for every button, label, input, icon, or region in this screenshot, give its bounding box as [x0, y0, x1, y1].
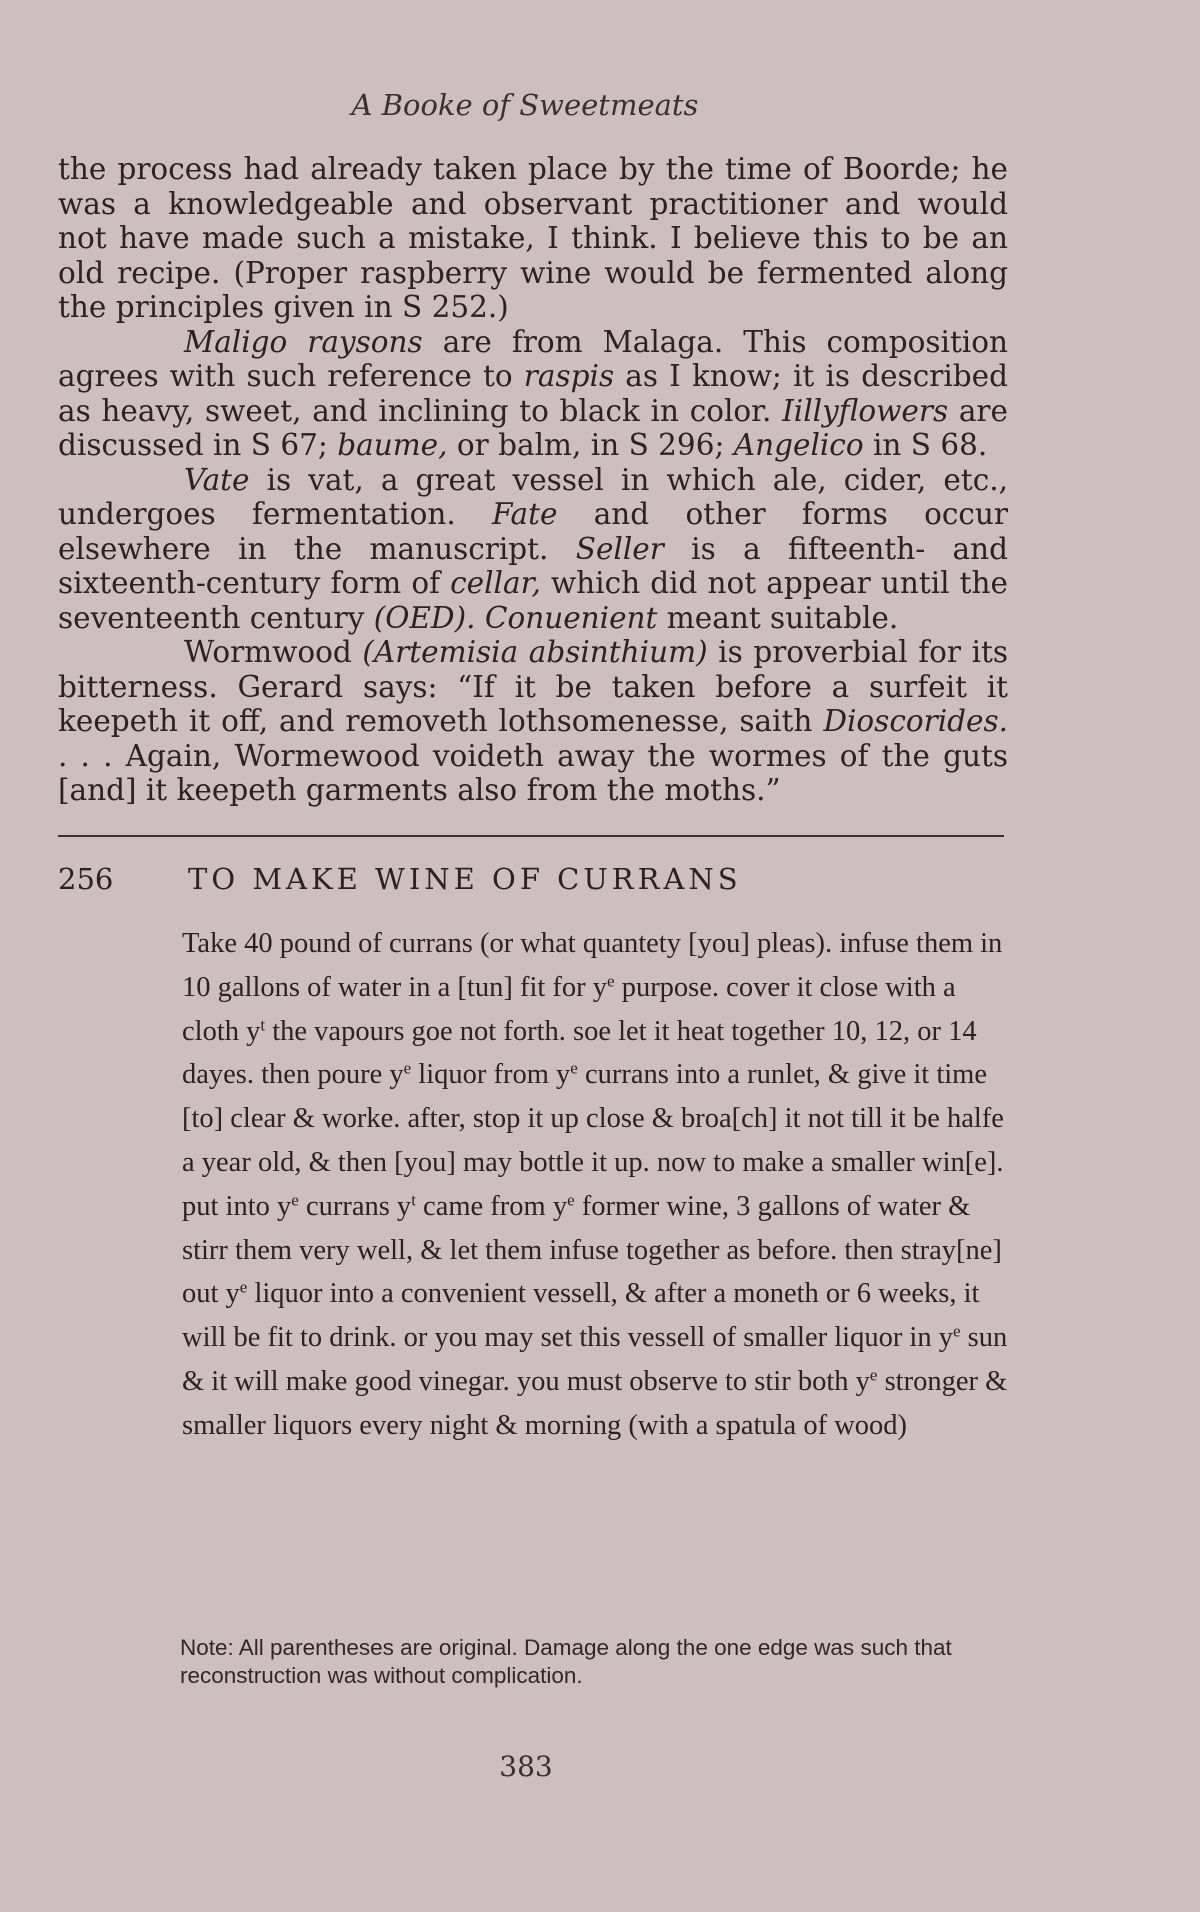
italic-term: baume, [337, 428, 448, 462]
italic-term: Maligo raysons [184, 324, 423, 359]
text-run: is vat, a great vessel in which ale, cider, etc., undergoes fermentation. [58, 462, 1008, 531]
superscript-letter: e [403, 1059, 412, 1079]
text-run: liquor into a convenient vessell, & after a moneth or 6 weeks, it will be fit to drink. or you may set this vessell of smaller liquor in y [182, 1278, 980, 1354]
section-divider [58, 835, 1004, 837]
italic-term: (OED). [373, 600, 476, 635]
italic-term: Seller [575, 531, 664, 566]
superscript-letter: e [952, 1321, 961, 1341]
superscript-letter: t [411, 1190, 416, 1210]
text-run: and other forms occur elsewhere in the manuscript. [58, 497, 1009, 566]
commentary-paragraph [58, 635, 1008, 808]
editorial-note: Note: All parentheses are original. Damage along the one edge was such that reconstruction was without complication. [180, 1635, 952, 1688]
running-head: A Booke of Sweetmeats [351, 88, 699, 122]
text-run: the process had already taken place by the time of Boorde; he was a knowledgeable and observant practitioner and would not have made such a mistake, I think. I believe this to be an old recipe. (Proper raspberry wine would be fermented along the principles given in S 252.) [58, 152, 1008, 324]
text-run: are from Malaga. This composition agrees with such reference to [58, 324, 1009, 393]
italic-term: (Artemisia absinthium) [362, 635, 708, 669]
italic-term: cellar, [450, 566, 541, 600]
text-run: or balm, in S 296; [447, 428, 734, 462]
superscript-letter: e [291, 1190, 299, 1210]
text-run: . . . Again, Wormewood voideth away the wormes of the guts [and] it keepeth garments also from the moths.” [58, 738, 1008, 807]
text-run: are discussed in S 67; [58, 393, 1008, 462]
superscript-letter: e [869, 1365, 878, 1385]
italic-term: raspis [523, 359, 615, 393]
commentary-paragraph [58, 152, 1008, 325]
recipe-text [182, 922, 1012, 1448]
recipe-number: 256 [58, 862, 114, 896]
text-run: purpose. cover it close with a cloth y [182, 971, 956, 1047]
commentary-paragraph [58, 325, 1008, 463]
text-run: currans into a runlet, & give it time [to] clear & worke. after, stop it up close & broa[ch] it not till it be halfe a year old, & then [you] may bottle it up. now to make a smaller win[e]. put into y [182, 1059, 1004, 1222]
text-run: meant suitable. [657, 600, 899, 635]
commentary-section [58, 152, 1008, 808]
text-run: as I know; it is described as heavy, sweet, and inclining to black in color. [58, 359, 1008, 428]
text-run: former wine, 3 gallons of water & stirr them very well, & let them infuse together as before. then stray[ne] out y [182, 1190, 1002, 1310]
text-run: Take 40 pound of currans (or what quantety [you] pleas). infuse them in 10 gallons of water in a [tun] fit for y [182, 928, 1003, 1003]
text-run: Wormwood [184, 635, 363, 669]
text-run: liquor from y [411, 1059, 571, 1091]
italic-term: Fate [492, 497, 558, 531]
text-run: stronger & smaller liquors every night & morning (with a spatula of wood) [182, 1365, 1008, 1441]
italic-term: Angelico [733, 428, 864, 462]
superscript-letter: e [567, 1190, 575, 1210]
text-run [475, 601, 484, 635]
superscript-letter: e [239, 1278, 248, 1298]
recipe-paragraph [182, 922, 1012, 1448]
text-run: currans y [298, 1190, 412, 1222]
recipe-title: TO MAKE WINE OF CURRANS [188, 862, 742, 896]
italic-term: Iillyflowers [782, 393, 949, 428]
text-run: sun & it will make good vinegar. you must observe to stir both y [182, 1322, 1008, 1397]
superscript-letter: e [570, 1059, 578, 1079]
text-run: the vapours goe not forth. soe let it heat together 10, 12, or 14 dayes. then poure y [182, 1015, 977, 1091]
italic-term: Dioscorides. [823, 704, 1008, 738]
text-run: which did not appear until the seventeenth century [58, 566, 1008, 635]
text-run: in S 68. [863, 428, 988, 462]
text-run: is proverbial for its bitterness. Gerard says: “If it be taken before a surfeit it keepeth it off, and removeth lothsomenesse, saith [58, 635, 1009, 738]
italic-term: Conuenient [484, 600, 658, 635]
text-run: came from y [415, 1190, 568, 1222]
superscript-letter: t [260, 1015, 266, 1035]
superscript-letter: e [607, 971, 615, 991]
italic-term: Vate [184, 462, 250, 497]
page-number: 383 [499, 1750, 553, 1783]
text-run: is a fifteenth- and sixteenth-century form of [58, 531, 1009, 600]
commentary-paragraph [58, 463, 1008, 636]
